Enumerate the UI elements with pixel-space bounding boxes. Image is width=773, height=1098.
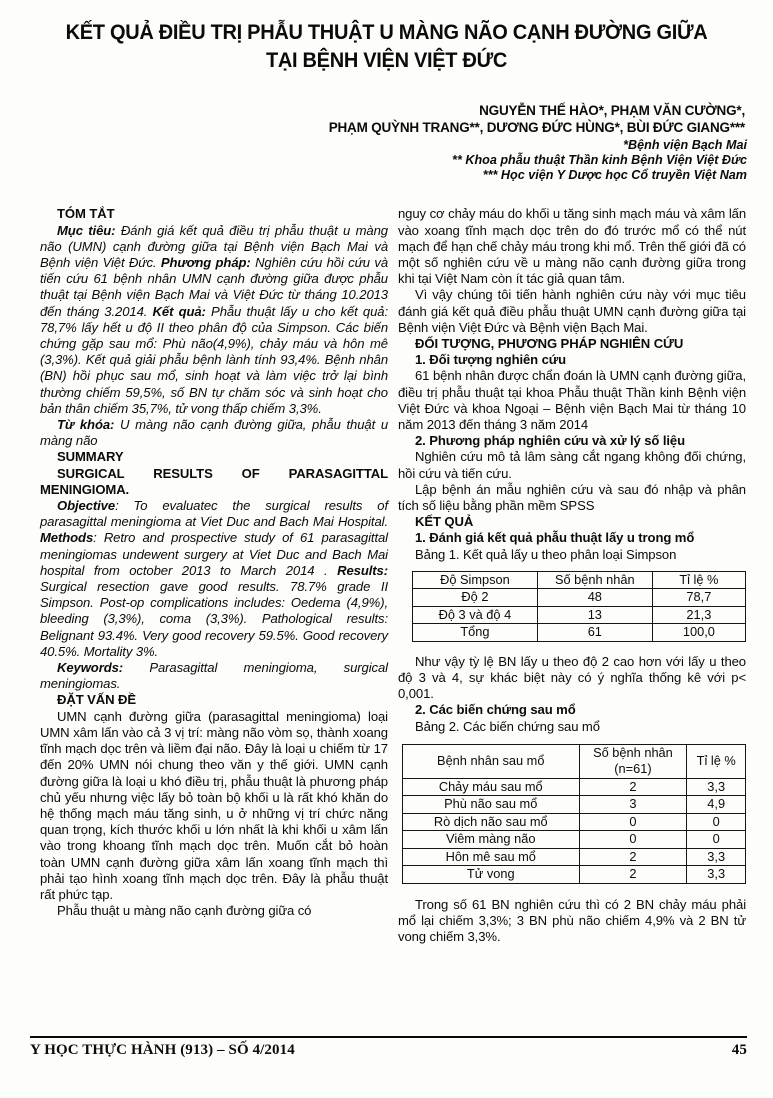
text-run: Phương pháp: <box>160 255 251 270</box>
introduction-heading <box>40 692 388 708</box>
table-cell: 2 <box>579 866 687 884</box>
introduction-paragraph-1 <box>40 709 388 903</box>
text-run: Keywords: <box>57 660 124 676</box>
text-run: Phẫu thuật lấy u cho kết quả: 78,7% lấy hết u độ II theo phân độ của Simpson. Các biến chứng gặp sau mổ: Phù não(4,9%), chảy máu và hôn mê (3,3%). Kết quả giải phẫu bệnh lành tính 93,4%. Bệnh nhân (BN) hồi phục sau mổ, sinh hoạt và làm việc trở lại bình thường chiếm 59,5%, số BN tự chăm sóc và sinh hoạt cho bản thân chiếm 35,7%, tử vong thấp chiếm 3,3%. <box>40 303 388 416</box>
author-list <box>0 103 745 136</box>
complications-table <box>402 744 746 884</box>
table-cell: 0 <box>579 831 687 849</box>
introduction-paragraph-2-continued <box>398 206 746 287</box>
results-subheading-1 <box>398 530 746 546</box>
table-cell: Rò dịch não sau mổ <box>403 813 580 831</box>
summary-heading <box>40 449 388 465</box>
table-row <box>413 606 746 624</box>
text-run: Vì vậy chúng tôi tiến hành nghiên cứu này với mục tiêu đánh giá kết quả điều phẫu thuật UMN cạnh đường giữa tại Bệnh viện Việt Đức và Bệnh viện Bạch Mai. <box>398 287 746 335</box>
table-header-cell: Tỉ lệ % <box>652 571 745 589</box>
table-cell: 48 <box>537 589 652 607</box>
methodology-subheading <box>398 433 746 449</box>
subjects-paragraph <box>398 368 746 433</box>
affiliation-2: ** Khoa phẫu thuật Thần kinh Bệnh Viện Việt Đức <box>452 152 747 167</box>
introduction-paragraph-3 <box>398 287 746 336</box>
text-run: KẾT QUẢ <box>415 514 474 530</box>
text-run: Mục tiêu: <box>57 222 116 238</box>
table-cell: 13 <box>537 606 652 624</box>
table-cell: Tử vong <box>403 866 580 884</box>
text-run: Lập bệnh án mẫu nghiên cứu và sau đó nhập và phân tích số liệu bằng phần mềm SPSS <box>398 481 746 514</box>
table-cell: 0 <box>687 813 746 831</box>
table-header-cell: Số bệnh nhân <box>537 571 652 589</box>
text-run: 1. Đánh giá kết quả phẫu thuật lấy u trong mổ <box>415 530 695 546</box>
methods-section-heading <box>398 336 746 352</box>
text-run: 61 bệnh nhân được chẩn đoán là UMN cạnh đường giữa, điều trị phẫu thuật tại khoa Phẫu thuật Thần kinh Bệnh viện Việt Đức và khoa Ngoại – Bệnh viện Bạch Mai từ tháng 10 năm 2013 đến tháng 3 năm 2014 <box>398 368 746 433</box>
simpson-grade-table <box>412 571 746 642</box>
abstract-paragraph <box>40 223 388 417</box>
table-header-cell: Độ Simpson <box>413 571 538 589</box>
table-cell: Hôn mê sau mổ <box>403 848 580 866</box>
table-cell: 2 <box>579 848 687 866</box>
table-row <box>403 813 746 831</box>
affiliation-1: *Bệnh viện Bạch Mai <box>623 138 747 152</box>
text-run: Phẫu thuật u màng não cạnh đường giữa có <box>57 903 312 919</box>
keywords-paragraph <box>40 417 388 449</box>
authors-line-1: NGUYỄN THẾ HÀO*, PHẠM VĂN CƯỜNG*, <box>479 103 745 118</box>
text-run: 2. Các biến chứng sau mổ <box>415 702 576 718</box>
table-cell: 3 <box>579 796 687 814</box>
text-run: Kết quả: <box>152 303 206 319</box>
results-paragraph-2 <box>398 897 746 946</box>
text-run: Nghiên cứu hồi cứu và tiến cứu 61 bệnh nhân UMN cạnh đường giữa được phẫu thuật tại Bệnh viện Bạch Mai và Việt Đức từ tháng 10.2013 đến tháng 3.2014. <box>40 255 389 319</box>
table-header-cell: Bệnh nhân sau mổ <box>403 744 580 778</box>
table-2-caption: Bảng 2. Các biến chứng sau mổ <box>415 718 600 734</box>
table-cell: Phù não sau mổ <box>403 796 580 814</box>
text-run: U màng não cạnh đường giữa, phẫu thuật u màng não <box>40 417 389 449</box>
text-run: Parasagittal meningioma, surgical meningiomas. <box>40 660 388 692</box>
text-run: SUMMARY <box>57 449 124 465</box>
table-row <box>403 831 746 849</box>
text-run: Nghiên cứu mô tả lâm sàng cắt ngang không đối chứng, hồi cứu và tiến cứu. <box>398 449 746 481</box>
table-cell: 78,7 <box>652 589 745 607</box>
table-cell: 3,3 <box>687 866 746 884</box>
table-cell: Chảy máu sau mổ <box>403 778 580 796</box>
summary-title <box>40 466 388 498</box>
table-row <box>413 624 746 642</box>
text-run: 1. Đối tượng nghiên cứu <box>415 352 567 368</box>
page-number: 45 <box>731 1042 747 1058</box>
table-cell: 21,3 <box>652 606 745 624</box>
keywords-en-paragraph <box>40 660 388 692</box>
table-cell: 0 <box>687 831 746 849</box>
table-cell: 3,3 <box>687 848 746 866</box>
table-header-row <box>403 744 746 778</box>
results-subheading-2 <box>398 702 746 718</box>
results-paragraph-1 <box>398 654 746 703</box>
article-title-line-2: TẠI BỆNH VIỆN VIỆT ĐỨC <box>265 49 508 73</box>
text-run: ĐỐI TƯỢNG, PHƯƠNG PHÁP NGHIÊN CỨU <box>415 336 684 352</box>
text-run: nguy cơ chảy máu do khối u tăng sinh mạch máu và xâm lấn vào xoang tĩnh mạch dọc trên do đó trước mổ có thể nút mạch để hạn chế chảy máu trong khi mổ. Trên thế giới đã có một số nghiên cứu về u màng não cạnh đường giữa trong khi tại Việt Nam còn ít tác giả quan tâm. <box>398 206 746 287</box>
text-run: TÓM TẮT <box>57 206 115 222</box>
table-header-cell: Số bệnh nhân (n=61) <box>579 744 687 778</box>
article-title <box>0 0 773 75</box>
text-run: Results: <box>337 562 388 578</box>
authors-line-2: PHẠM QUỲNH TRANG**, DƯƠNG ĐỨC HÙNG*, BÙI ĐỨC GIANG*** <box>328 119 745 135</box>
page-footer <box>30 1036 747 1059</box>
text-run: Objective <box>57 498 116 514</box>
left-column <box>40 206 388 945</box>
summary-paragraph <box>40 498 388 660</box>
table-cell: 0 <box>579 813 687 831</box>
table-row <box>403 866 746 884</box>
methodology-paragraph-2 <box>398 482 746 514</box>
text-run: Như vậy tỳ lệ BN lấy u theo độ 2 cao hơn với lấy u theo độ 3 và 4, sự khác biệt này có ý nghĩa thống kê với p< 0,001. <box>398 653 746 702</box>
text-run: Methods <box>40 530 94 546</box>
table-cell: 100,0 <box>652 624 745 642</box>
text-run: : To evaluatec the surgical results of parasagittal meningioma at Viet Duc and Bach Mai Hospital. <box>40 498 388 530</box>
table-cell: 3,3 <box>687 778 746 796</box>
journal-footer-text: Y HỌC THỰC HÀNH (913) – SỐ 4/2014 <box>30 1042 295 1058</box>
affiliation-3: *** Học viện Y Dược học Cổ truyền Việt Nam <box>482 167 747 182</box>
text-run: ĐẶT VẤN ĐỀ <box>57 692 137 708</box>
table-header-cell: Tỉ lệ % <box>687 744 746 778</box>
methodology-paragraph-1 <box>398 449 746 481</box>
table-row <box>413 589 746 607</box>
table-cell: Độ 3 và độ 4 <box>413 606 538 624</box>
text-run: SURGICAL RESULTS OF PARASAGITTAL MENINGIOMA. <box>40 465 388 497</box>
text-run: Surgical resection gave good results. 78.7% grade II Simpson. Post-op complications includes: Oedema (4,9%), bleeding (3,3%), coma (3,3%). Pathological results: Belignant 93.4%. Very good recovery 59.5%. Good recovery 40.5%. Mortality 3%. <box>40 579 388 659</box>
subjects-subheading <box>398 352 746 368</box>
table-cell: Viêm màng não <box>403 831 580 849</box>
introduction-paragraph-2-start <box>40 903 388 919</box>
table-cell: Độ 2 <box>413 589 538 607</box>
text-run: : Retro and prospective study of 61 parasagittal meningiomas undewent surgery at Viet Duc and Bach Mai hospital from october 2013 to March 2014 . <box>40 530 388 578</box>
table-cell: 61 <box>537 624 652 642</box>
right-column <box>398 206 746 945</box>
results-section-heading <box>398 514 746 530</box>
abstract-heading <box>40 206 388 222</box>
affiliations <box>0 138 747 182</box>
table-header-row <box>413 571 746 589</box>
table-row <box>403 848 746 866</box>
table-row <box>403 778 746 796</box>
table-cell: 4,9 <box>687 796 746 814</box>
table-cell: Tổng <box>413 624 538 642</box>
table-1-caption: Bảng 1. Kết quả lấy u theo phân loại Simpson <box>415 546 677 562</box>
text-run: Từ khóa: <box>57 417 115 433</box>
article-title-line-1: KẾT QUẢ ĐIỀU TRỊ PHẪU THUẬT U MÀNG NÃO CẠNH ĐƯỜNG GIỮA <box>65 21 708 45</box>
table-cell: 2 <box>579 778 687 796</box>
text-run: 2. Phương pháp nghiên cứu và xử lý số liệu <box>415 433 686 449</box>
article-body <box>40 206 746 945</box>
text-run: Trong số 61 BN nghiên cứu thì có 2 BN chảy máu phải mổ lại chiếm 3,3%; 3 BN phù não chiếm 4,9% và 2 BN tử vong chiếm 3,3%. <box>398 896 746 945</box>
table-row <box>403 796 746 814</box>
text-run: Đánh giá kết quả điều trị phẫu thuật u màng não (UMN) cạnh đường giữa tại Bệnh viện Bạch Mai và Bệnh viện Việt Đức. <box>40 222 388 270</box>
text-run: UMN cạnh đường giữa (parasagittal meningioma) loại UMN xâm lấn vào cả 3 vị trí: màng não vòm sọ, thành xoang tĩnh mạch dọc trên và liềm đại não. Đây là loại u chiếm từ 17 đến 20% UMN nói chung theo văn y thế giới. UMN cạnh đường giữa là loại u khó điều trị, phẫu thuật là phương pháp chủ yếu nhưng việc lấy bỏ toàn bộ khối u là rất khó khăn do hệ thống mạch máu tăng sinh, u ở những vị trí chức năng quan trọng, kích thước khối u lớn nhất là khi khối u xâm lấn vào trong khoang tĩnh mạch dọc trên. Muốn cắt bỏ hoàn toàn UMN cạnh đường giữa xâm lấn xoang tĩnh mạch thì phải tạo hình xoang tĩnh mạch dọc trên. Đây là phẫu thuật rất phức tạp. <box>40 708 388 902</box>
